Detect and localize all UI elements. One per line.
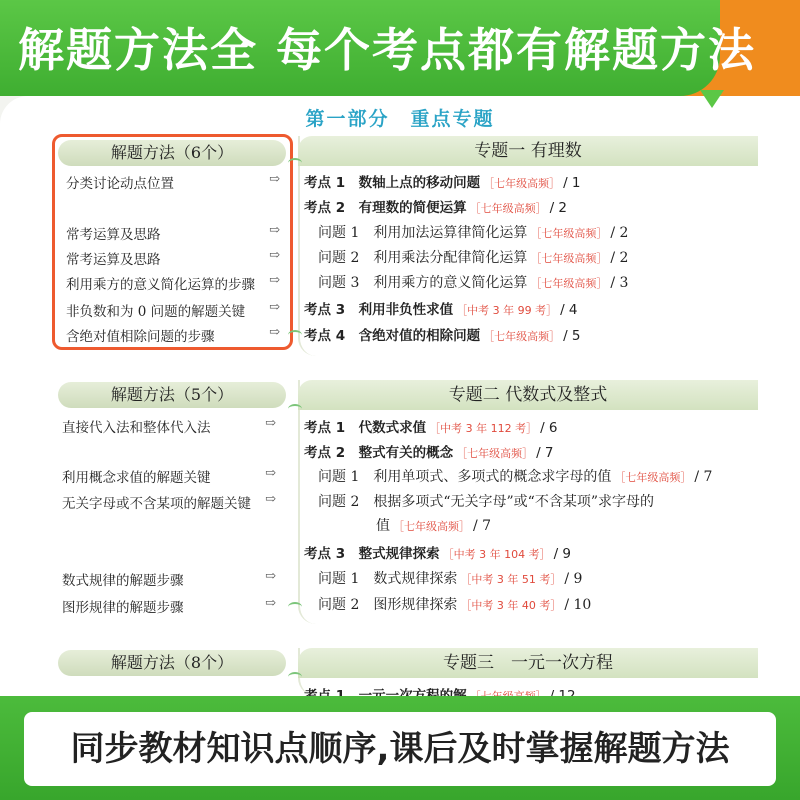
method-item: 分类讨论动点位置 ⇨: [66, 172, 280, 192]
topic-head: 专题二 代数式及整式: [298, 380, 758, 410]
right-arrow-icon: ⇨: [265, 596, 276, 611]
right-arrow-icon: ⇨: [269, 273, 280, 288]
wenti-line: 问题 2 图形规律探索 ［中考 3 年 40 考］ / 10: [318, 597, 592, 613]
method-item: 无关字母或不含某项的解题关键 ⇨: [62, 492, 276, 512]
right-arrow-icon: ⇨: [265, 492, 276, 507]
method-head: 解题方法（5个）: [58, 382, 286, 408]
right-arrow-icon: ⇨: [269, 223, 280, 238]
method-head: 解题方法（6个）: [58, 140, 286, 166]
part-title: 第一部分 重点专题: [305, 108, 495, 130]
kaodian-line: 考点 1 代数式求值 ［中考 3 年 112 考］ / 6: [304, 420, 558, 436]
wenti-line: 问题 3 利用乘方的意义简化运算 ［七年级高频］ / 3: [318, 275, 629, 291]
topic-box-2: [298, 380, 758, 410]
connector-line: [288, 158, 302, 168]
wenti-line: 问题 1 利用单项式、多项式的概念求字母的值 ［七年级高频］ / 7: [318, 469, 713, 485]
method-item: 利用乘方的意义简化运算的步骤 ⇨: [66, 273, 280, 293]
highlight-frame: [52, 134, 293, 350]
method-item: 常考运算及思路 ⇨: [66, 223, 280, 243]
right-arrow-icon: ⇨: [265, 466, 276, 481]
method-box-2: [58, 382, 286, 408]
method-head: 解题方法（8个）: [58, 650, 286, 676]
right-arrow-icon: ⇨: [265, 416, 276, 431]
kaodian-line: 考点 4 含绝对值的相除问题 ［七年级高频］ / 5: [304, 328, 581, 344]
connector-line: [288, 602, 302, 612]
wenti-line: 问题 2 利用乘法分配律简化运算 ［七年级高频］ / 2: [318, 250, 629, 266]
topic-panel-1: [298, 136, 758, 356]
right-arrow-icon: ⇨: [269, 325, 280, 340]
kaodian-line: 考点 3 整式规律探索 ［中考 3 年 104 考］ / 9: [304, 546, 572, 562]
right-arrow-icon: ⇨: [269, 172, 280, 187]
wenti-line-continued: 值 ［七年级高频］ / 7: [376, 518, 492, 534]
topic-box-1: [298, 136, 758, 166]
right-arrow-icon: ⇨: [269, 248, 280, 263]
method-item: 利用概念求值的解题关键 ⇨: [62, 466, 276, 486]
method-item: 含绝对值相除问题的步骤 ⇨: [66, 325, 280, 345]
connector-line: [288, 672, 302, 682]
topic-head: 专题一 有理数: [298, 136, 758, 166]
method-item: 直接代入法和整体代入法 ⇨: [62, 416, 276, 436]
bottom-slogan: 同步教材知识点顺序,课后及时掌握解题方法: [70, 729, 730, 769]
wenti-line: 问题 2 根据多项式“无关字母”或“不含某项”求字母的: [318, 494, 654, 510]
right-arrow-icon: ⇨: [265, 569, 276, 584]
wenti-line: 问题 1 数式规律探索 ［中考 3 年 51 考］ / 9: [318, 571, 583, 587]
kaodian-line: 考点 2 整式有关的概念 ［七年级高频］ / 7: [304, 445, 554, 461]
right-arrow-icon: ⇨: [269, 300, 280, 315]
method-item: 常考运算及思路 ⇨: [66, 248, 280, 268]
kaodian-line: 考点 2 有理数的简便运算 ［七年级高频］ / 2: [304, 200, 568, 216]
method-box-3: [58, 650, 286, 676]
connector-line: [288, 404, 302, 414]
banner-title: 解题方法全 每个考点都有解题方法: [18, 23, 757, 77]
method-item: 数式规律的解题步骤 ⇨: [62, 569, 276, 589]
topic-head: 专题三 一元一次方程: [298, 648, 758, 678]
connector-line: [288, 330, 302, 340]
topic-box-3: [298, 648, 758, 678]
wenti-line: 问题 1 利用加法运算律简化运算 ［七年级高频］ / 2: [318, 225, 629, 241]
method-item: 非负数和为 0 问题的解题关键 ⇨: [66, 300, 280, 320]
method-item: 图形规律的解题步骤 ⇨: [62, 596, 276, 616]
kaodian-line: 考点 1 数轴上点的移动问题 ［七年级高频］ / 1: [304, 175, 581, 191]
kaodian-line: 考点 3 利用非负性求值 ［中考 3 年 99 考］ / 4: [304, 302, 578, 318]
